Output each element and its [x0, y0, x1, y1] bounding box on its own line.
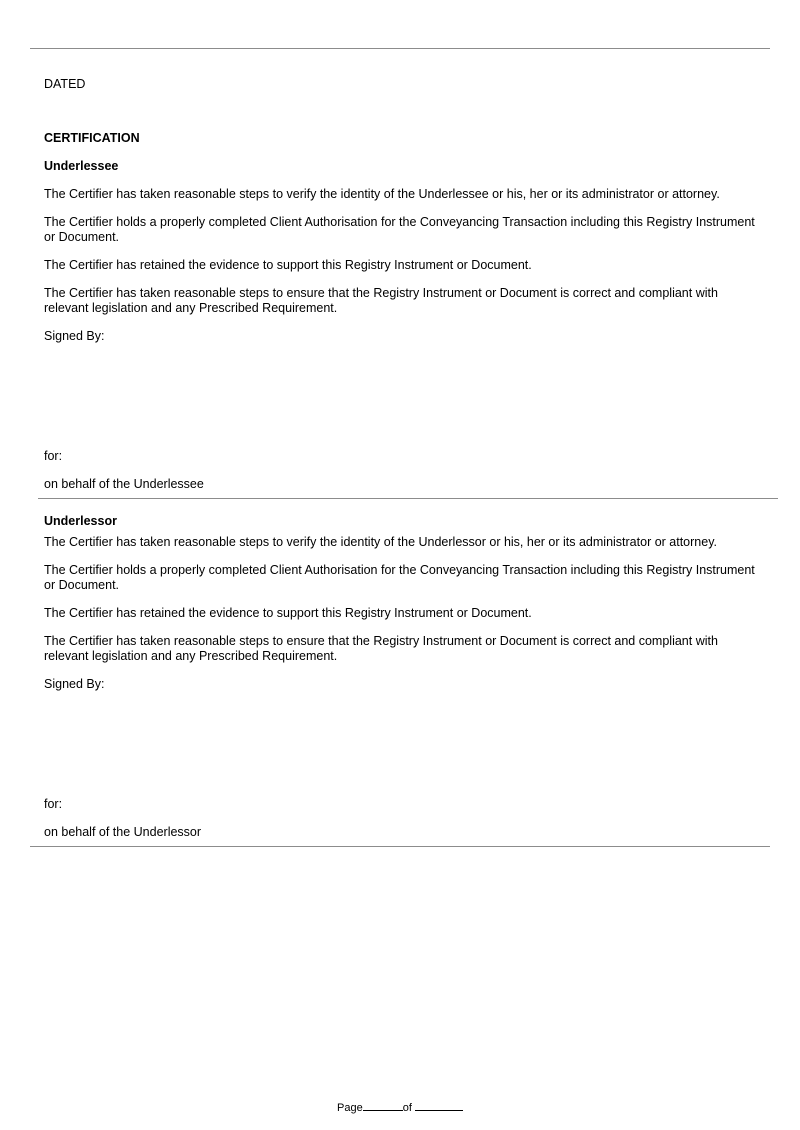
- page-label: Page: [337, 1102, 363, 1114]
- underlessee-signed-by-label: Signed By:: [44, 329, 105, 343]
- underlessor-authorisation-paragraph: The Certifier holds a properly completed Client Authorisation for the Conveyancing Transaction including this Registry Instrument or Document.: [44, 563, 755, 592]
- underlessee-authorisation-paragraph: The Certifier holds a properly completed Client Authorisation for the Conveyancing Transaction including this Registry Instrument or Document.: [44, 215, 755, 244]
- underlessor-signature-area: [44, 694, 756, 790]
- underlessor-evidence-paragraph: The Certifier has retained the evidence to support this Registry Instrument or Document.: [44, 606, 532, 620]
- underlessee-heading: Underlessee: [44, 159, 119, 173]
- underlessor-heading: Underlessor: [44, 514, 117, 528]
- page-number-blank: [363, 1100, 403, 1111]
- underlessor-for-label: for:: [44, 797, 63, 811]
- underlessor-on-behalf-label: on behalf of the Underlessor: [44, 825, 202, 839]
- underlessor-identity-paragraph: The Certifier has taken reasonable steps to verify the identity of the Underlessor or his, her or its administrator or attorney.: [44, 535, 717, 549]
- underlessee-compliance-paragraph: The Certifier has taken reasonable steps to ensure that the Registry Instrument or Document is correct and compliant with relevant legislation and any Prescribed Requirement.: [44, 286, 718, 315]
- dated-label: DATED: [44, 77, 86, 91]
- underlessee-evidence-paragraph: The Certifier has retained the evidence to support this Registry Instrument or Document.: [44, 258, 532, 272]
- underlessor-compliance-paragraph: The Certifier has taken reasonable steps to ensure that the Registry Instrument or Document is correct and compliant with relevant legislation and any Prescribed Requirement.: [44, 634, 718, 663]
- page-total-blank: [415, 1100, 463, 1111]
- section-divider: [38, 498, 778, 499]
- underlessee-on-behalf-label: on behalf of the Underlessee: [44, 477, 204, 491]
- top-divider: [30, 48, 770, 49]
- of-label: of: [402, 1102, 412, 1114]
- bottom-divider: [30, 846, 770, 847]
- underlessee-identity-paragraph: The Certifier has taken reasonable steps to verify the identity of the Underlessee or his, her or its administrator or attorney.: [44, 187, 720, 201]
- underlessee-signature-area: [44, 346, 756, 442]
- certification-heading: CERTIFICATION: [44, 131, 140, 145]
- underlessor-signed-by-label: Signed By:: [44, 677, 105, 691]
- underlessee-for-label: for:: [44, 449, 63, 463]
- page-footer: [0, 1100, 800, 1115]
